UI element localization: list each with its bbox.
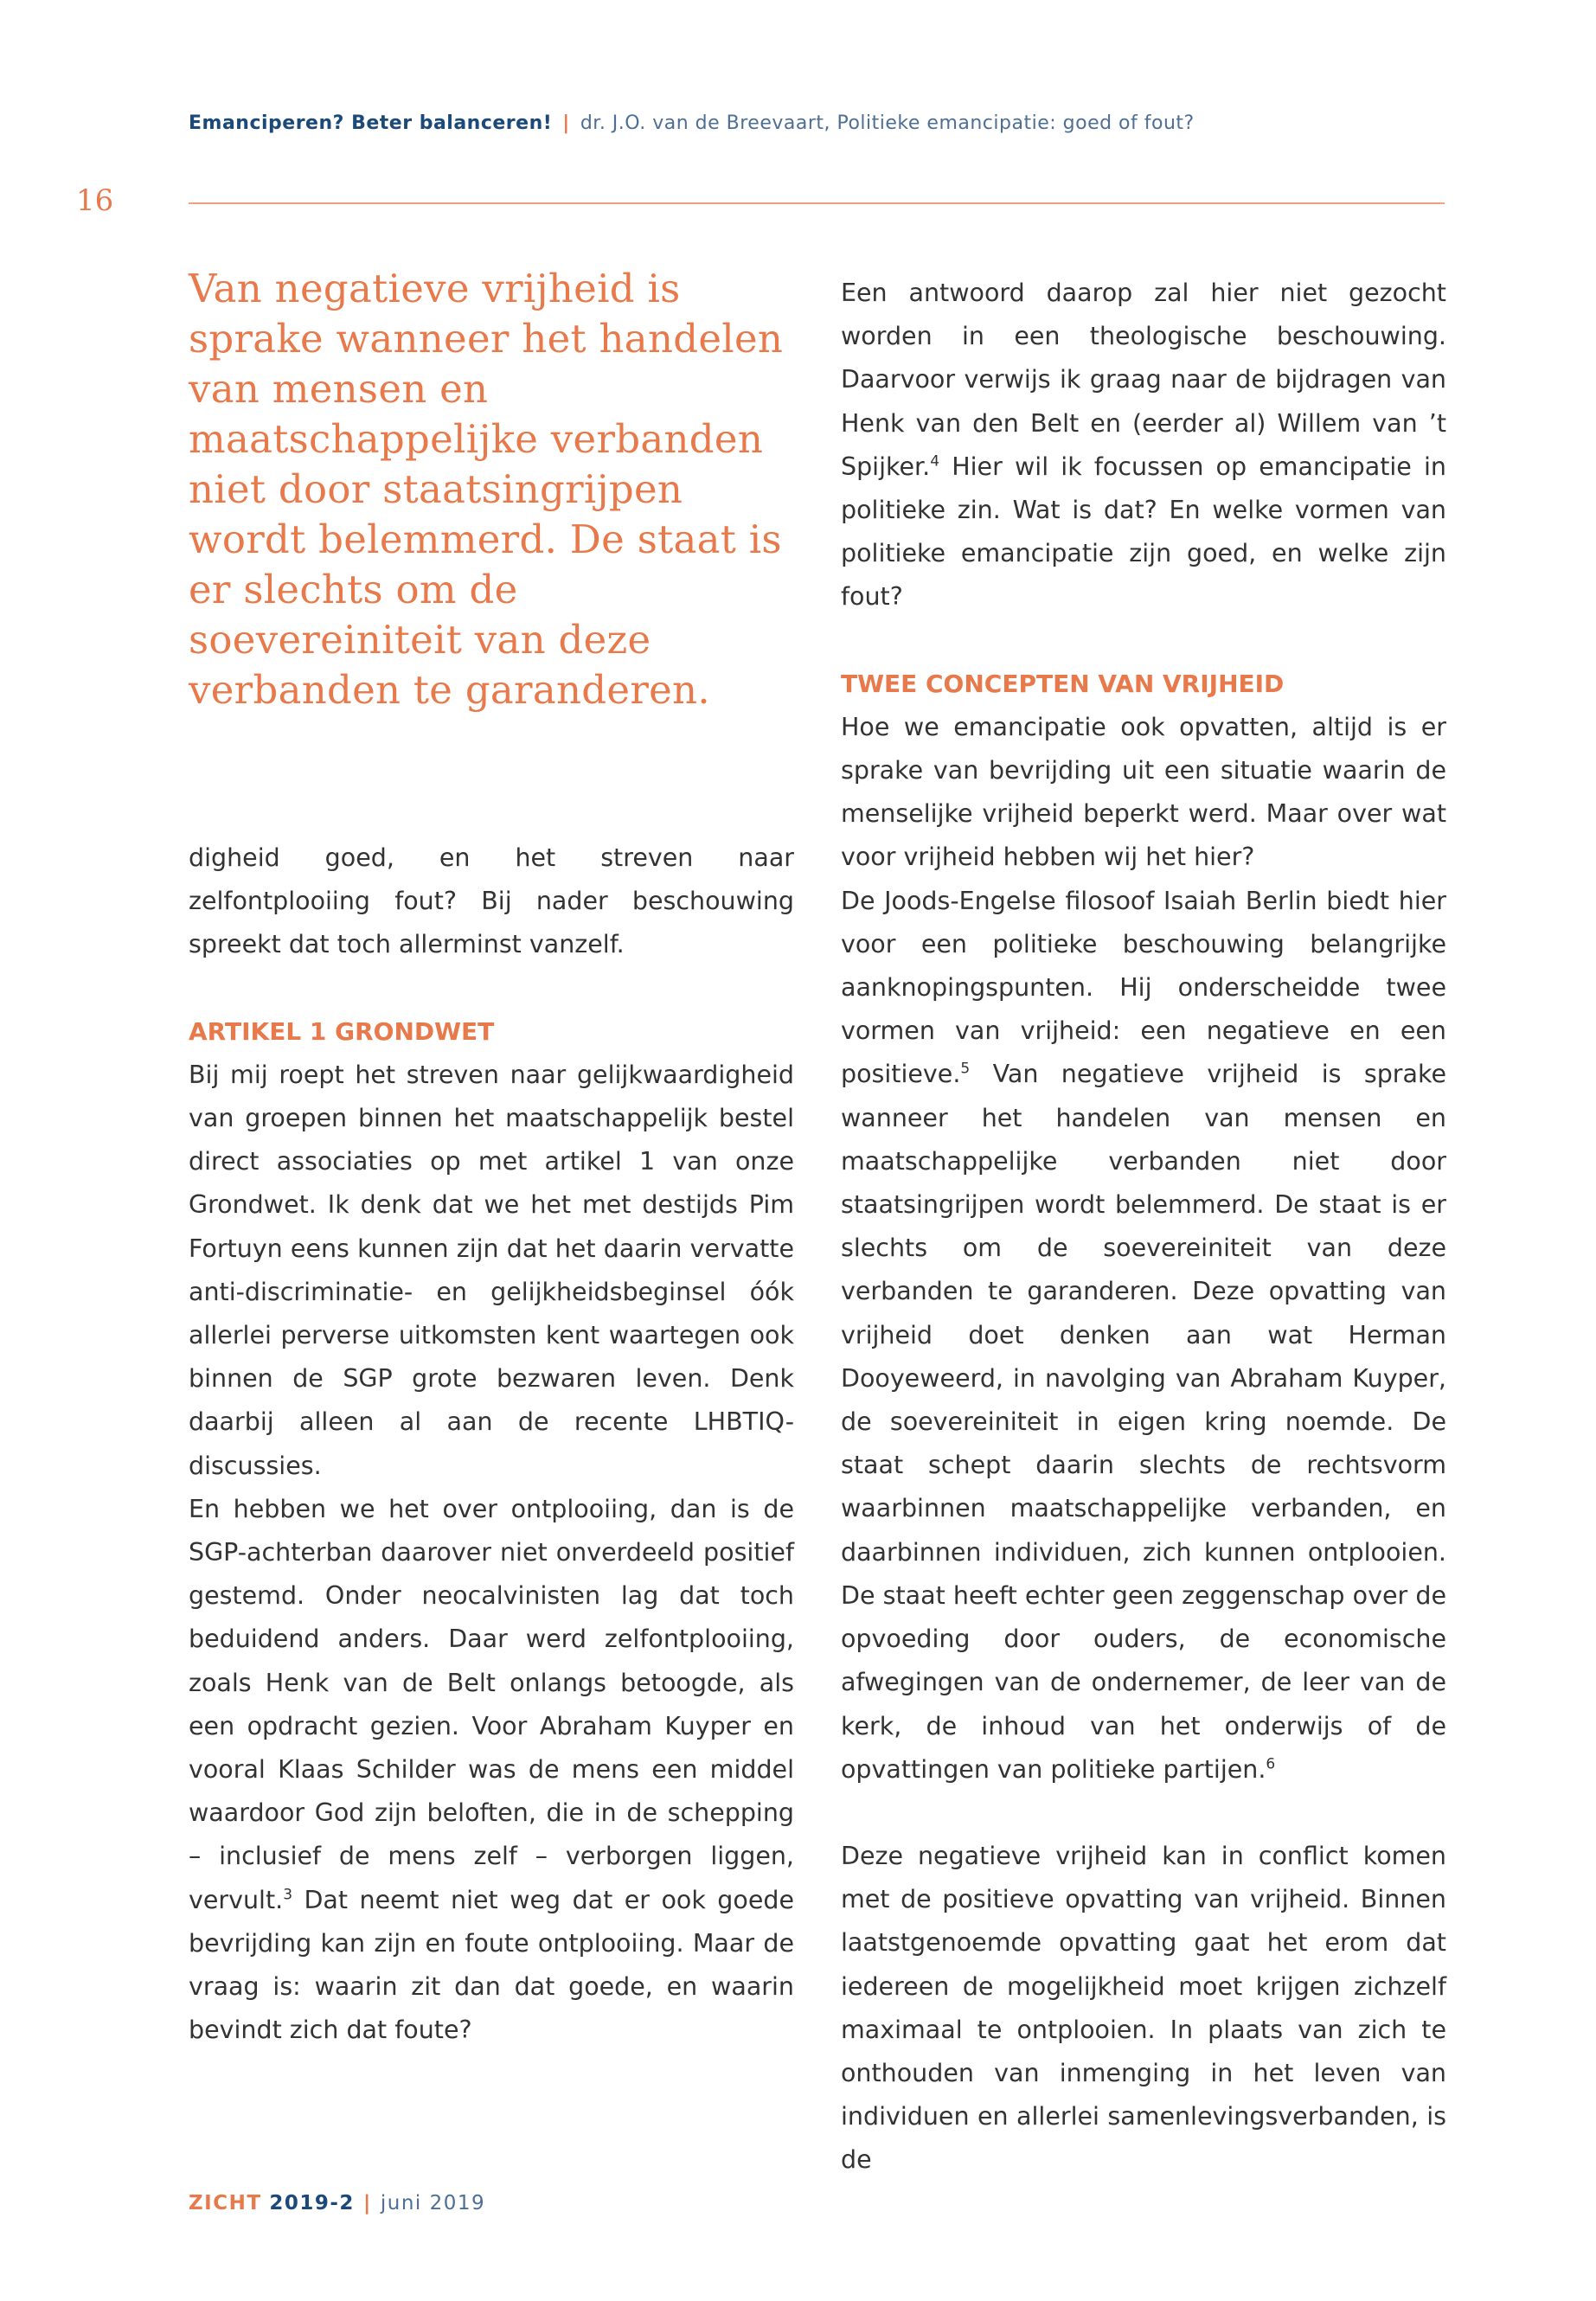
right-paragraph-1-text-a: Een antwoord daarop zal hier niet gezocht worden in een theologische beschouwing. Daarvoor verwijs ik graag naar de bijdragen van Henk van den Belt en (eerder al) Willem van ’t Spijker. [841, 279, 1446, 481]
right-paragraph-3-text-a: De Joods-Engelse filosoof Isaiah Berlin biedt hier voor een politieke beschouwing belangrijke aanknopingspunten. Hij onderscheidde twee vormen van vrijheid: een negatieve en een positieve. [841, 886, 1446, 1089]
footer-magazine: ZICHT [189, 2192, 262, 2214]
left-paragraph-3-text-a: En hebben we het over ontplooiing, dan is de SGP-achterban daarover niet onverdeeld positief gestemd. Onder neocalvinisten lag dat toch beduidend anders. Daar werd zelfontplooiing, zoals Henk van de Belt onlangs betoogde, als een opdracht gezien. Voor Abraham Kuyper en vooral Klaas Schilder was de mens een middel waardoor God zijn beloften, die in de schepping – inclusief de mens zelf – verborgen liggen, vervult. [189, 1494, 794, 1914]
footnote-ref-4[interactable]: 4 [930, 452, 940, 471]
page-number: 16 [76, 183, 114, 218]
right-paragraph-1-text-b: Hier wil ik focussen op emancipatie in politieke zin. Wat is dat? En welke vormen van politieke emancipatie zijn goed, en welke zijn fout? [841, 452, 1446, 612]
paragraph-gap [841, 1791, 1446, 1835]
right-paragraph-4: Deze negatieve vrijheid kan in conflict komen met de positieve opvatting van vrijheid. Binnen laatstgenoemde opvatting gaat het erom dat iedereen de mogelijkheid moet krijgen zichzelf maximaal te ontplooien. In plaats van zich te onthouden van inmenging in het leven van individuen en allerlei samenlevingsverbanden, is de [841, 1841, 1446, 2175]
footer-issue: 2019-2 [269, 2192, 355, 2214]
right-paragraph-3-text-b: Van negatieve vrijheid is sprake wanneer het handelen van mensen en maatschappelijke verbanden niet door staatsingrijpen wordt belemmerd. De staat is er slechts om de soevereiniteit van deze verbanden te garanderen. Deze opvatting van vrijheid doet denken aan wat Herman Dooyeweerd, in navolging van Abraham Kuyper, de soevereiniteit in eigen kring noemde. De staat schept daarin slechts de rechtsvorm waarbinnen maatschappelijke verbanden, en daarbinnen individuen, zich kunnen ontplooien. De staat heeft echter geen zeggenschap over de opvoeding door ouders, de economische afwegingen van de ondernemer, de leer van de kerk, de inhoud van het onderwijs of de opvattingen van politieke partijen. [841, 1060, 1446, 1784]
right-paragraph-3 [841, 880, 1446, 1791]
left-paragraph-3 [189, 1488, 794, 2053]
section-heading-twee-concepten: TWEE CONCEPTEN VAN VRIJHEID [841, 669, 1285, 698]
page-footer [189, 2192, 485, 2214]
section-heading-artikel-1: ARTIKEL 1 GRONDWET [189, 1016, 495, 1046]
right-column [841, 272, 1446, 2182]
footnote-ref-6[interactable]: 6 [1266, 1755, 1276, 1773]
header-rule [189, 202, 1445, 204]
right-paragraph-1 [841, 272, 1446, 619]
paragraph-gap [841, 619, 1446, 663]
left-paragraph-1: digheid goed, en het streven naar zelfontplooiing fout? Bij nader beschouwing spreekt dat toch allerminst vanzelf. [189, 843, 794, 959]
running-header [189, 112, 1443, 134]
footer-date: juni 2019 [380, 2192, 486, 2214]
header-separator: | [562, 112, 570, 134]
footnote-ref-5[interactable]: 5 [960, 1060, 971, 1078]
footer-separator: | [362, 2192, 372, 2214]
header-byline: dr. J.O. van de Breevaart, Politieke emancipatie: goed of fout? [580, 112, 1195, 134]
header-title: Emanciperen? Beter balanceren! [189, 112, 553, 134]
pull-quote: Van negatieve vrijheid is sprake wanneer het handelen van mensen en maatschappelijke verbanden niet door staatsingrijpen wordt belemmerd. De staat is er slechts om de soevereiniteit van deze verbanden te garanderen. [189, 266, 784, 713]
footnote-ref-3[interactable]: 3 [283, 1886, 293, 1904]
left-column [189, 836, 794, 2052]
left-paragraph-2: Bij mij roept het streven naar gelijkwaardigheid van groepen binnen het maatschappelijk bestel direct associaties op met artikel 1 van onze Grondwet. Ik denk dat we het met destijds Pim Fortuyn eens kunnen zijn dat het daarin vervatte anti-discriminatie- en gelijkheidsbeginsel óók allerlei perverse uitkomsten kent waartegen ook binnen de SGP grote bezwaren leven. Denk daarbij alleen al aan de recente LHBTIQ-discussies. [189, 1060, 794, 1480]
left-paragraph-3-text-b: Dat neemt niet weg dat er ook goede bevrijding kan zijn en foute ontplooiing. Maar de vraag is: waarin zit dan dat goede, en waarin bevindt zich dat foute? [189, 1885, 794, 2045]
right-paragraph-2: Hoe we emancipatie ook opvatten, altijd is er sprake van bevrijding uit een situatie waarin de menselijke vrijheid beperkt werd. Maar over wat voor vrijheid hebben wij het hier? [841, 712, 1446, 872]
paragraph-gap [189, 967, 794, 1010]
